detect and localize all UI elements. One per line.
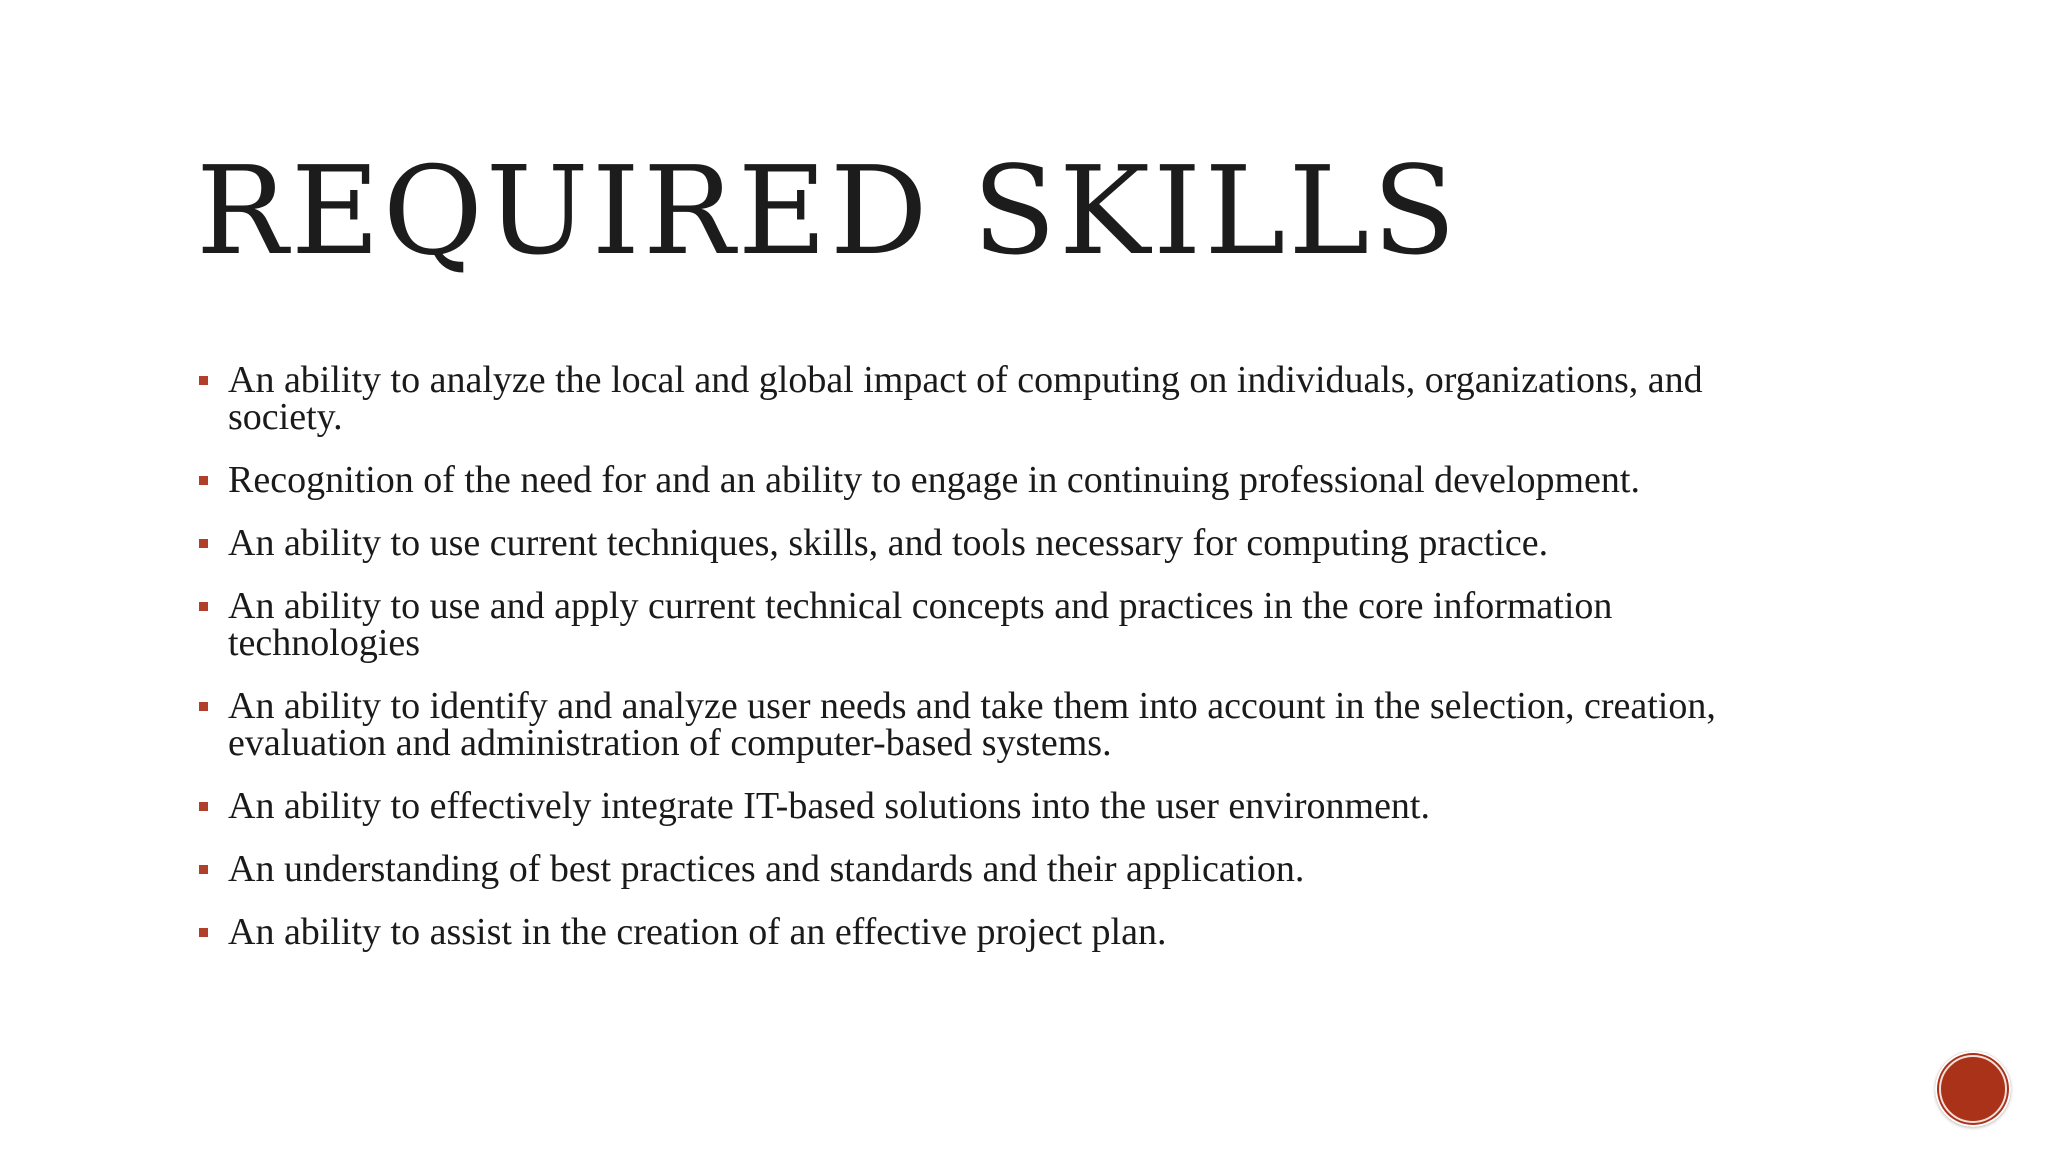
bullet-text: An understanding of best practices and standards and their application.	[228, 848, 1305, 890]
list-item	[196, 911, 1756, 953]
circle-nav-icon[interactable]	[1935, 1051, 2011, 1127]
list-item	[196, 359, 1756, 438]
list-item	[196, 459, 1756, 501]
square-bullet-icon	[199, 376, 208, 385]
bullet-text: An ability to assist in the creation of an effective project plan.	[228, 911, 1167, 953]
list-item	[196, 848, 1756, 890]
bullet-text: An ability to analyze the local and global impact of computing on individuals, organizations, and society.	[228, 359, 1703, 438]
square-bullet-icon	[199, 539, 208, 548]
slide-title: REQUIRED SKILLS	[196, 140, 1459, 282]
square-bullet-icon	[199, 602, 208, 611]
bullet-text: Recognition of the need for and an ability to engage in continuing professional development.	[228, 459, 1640, 501]
list-item	[196, 585, 1756, 664]
bullet-text: An ability to identify and analyze user needs and take them into account in the selection, creation, evaluation and administration of computer-based systems.	[228, 685, 1716, 764]
list-item	[196, 685, 1756, 764]
bullet-text: An ability to effectively integrate IT-based solutions into the user environment.	[228, 785, 1430, 827]
list-item	[196, 522, 1756, 564]
list-item	[196, 785, 1756, 827]
bullet-list	[196, 359, 1756, 977]
square-bullet-icon	[199, 865, 208, 874]
bullet-text: An ability to use and apply current technical concepts and practices in the core information technologies	[228, 585, 1613, 664]
square-bullet-icon	[199, 702, 208, 711]
square-bullet-icon	[199, 802, 208, 811]
square-bullet-icon	[199, 928, 208, 937]
square-bullet-icon	[199, 476, 208, 485]
bullet-text: An ability to use current techniques, skills, and tools necessary for computing practice.	[228, 522, 1549, 564]
